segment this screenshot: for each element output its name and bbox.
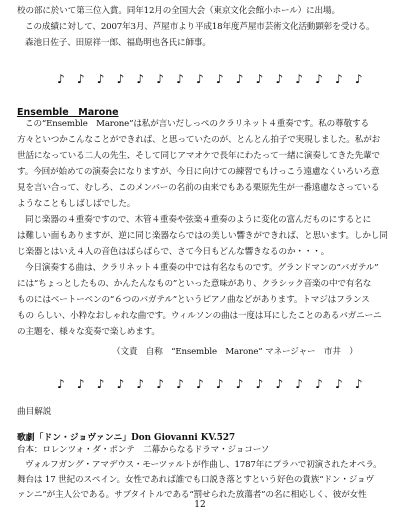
ensemble-signature: （文責 自称 “Ensemble Marone” マネージャー 市井 ） bbox=[112, 347, 358, 357]
ensemble-paragraph-line: 方々といつかこんなことができれば、と思っていたのが、とんとん拍子で実現しました。私がお bbox=[17, 135, 381, 145]
page-number: 12 bbox=[194, 500, 206, 510]
ensemble-paragraph-line: 今日演奏する曲は、クラリネット４重奏の中では有名なものです。グランドマンの“バガテル” bbox=[25, 263, 379, 273]
program-notes-line: 舞台は 17 世紀のスペイン。女性であれば誰でも口説き落とすという好色の貴族“ドン・ジョヴ bbox=[17, 475, 374, 485]
program-notes-line: 台本：ロレンツォ・ダ・ポンテ 二幕からなるドラマ・ジョコーソ bbox=[17, 445, 270, 455]
program-notes-line: ァンニ”が主人公である。サブタイトルである“罰せられた放蕩者”の名に相応しく、彼が女性 bbox=[17, 490, 367, 500]
piece-title: 歌劇「ドン・ジョヴァンニ」Don Giovanni KV.527 bbox=[17, 433, 236, 443]
ensemble-heading: Ensemble Marone bbox=[17, 107, 119, 118]
ensemble-paragraph-line: は難しい面もありますが、逆に同じ楽器ならではの美しい響きができれば、と思います。しかし同 bbox=[17, 231, 388, 241]
intro-line-2: この成績に対して、2007年3月、芦屋市より平成18年度芦屋市芸術文化活動顕彰を受ける。 bbox=[25, 22, 375, 32]
ensemble-paragraph-line: この“Ensemble Marone”は私が言いだしっぺのクラリネット４重奏です。私の尊敬する bbox=[25, 119, 369, 129]
ensemble-paragraph-line: には“ちょっとしたもの、かんたんなもの”といった意味があり、クラシック音楽の中で有名な bbox=[17, 279, 372, 289]
music-note-separator-bottom: ♪♪♪♪♪♪♪♪♪♪♪♪♪♪♪♪ bbox=[57, 377, 375, 391]
program-notes-label: 曲目解説 bbox=[17, 407, 52, 417]
ensemble-paragraph-line: もの らしい、小粋なおしゃれな曲です。ウィルソンの曲は一度は耳にしたことのあるバガニーニ bbox=[17, 311, 382, 321]
ensemble-paragraph-line: じ楽器とはいえ４人の音色はばらばらで、さて今日もどんな響きなるのか・・・。 bbox=[17, 247, 330, 257]
ensemble-paragraph-line: 同じ楽器の４重奏ですので、木管４重奏や弦楽４重奏のように変化の富んだものにするとに bbox=[25, 215, 372, 225]
ensemble-paragraph-line: ようなこともしばしばでした。 bbox=[17, 199, 136, 209]
music-note-separator-top: ♪♪♪♪♪♪♪♪♪♪♪♪♪♪♪♪ bbox=[57, 72, 375, 86]
program-notes-line: ヴォルフガング・アマデウス・モーツァルトが作曲し、1787年にプラハで初演されたオペラ。 bbox=[25, 460, 382, 470]
intro-line-1: 校の部に於いて第三位入賞。同年12月の全国大会（東京文化会館小ホール）に出場。 bbox=[17, 6, 340, 16]
ensemble-paragraph-line: 見を言い合って、むしろ、このメンバーの名前の由来でもある栗原先生が一番遠慮なさっている bbox=[17, 183, 380, 193]
ensemble-paragraph-line: 世話になっている二人の先生、そして同じアマオケで長年にわたって一緒に演奏してきた先輩で bbox=[17, 151, 380, 161]
intro-line-3: 森池日佐子、田原祥一郎、福島明也各氏に師事。 bbox=[25, 38, 211, 48]
ensemble-paragraph-line: の主題を、様々な変奏で楽しめます。 bbox=[17, 327, 160, 337]
ensemble-paragraph-line: す。今回が始めての演奏会になりますが、今日に向けての練習でもけっこう遠慮なくいろいろ意 bbox=[17, 167, 380, 177]
ensemble-paragraph-line: ものにはベートーベンの“６つのバガテル”というピアノ曲などがあります。トマジはフランス bbox=[17, 295, 370, 305]
